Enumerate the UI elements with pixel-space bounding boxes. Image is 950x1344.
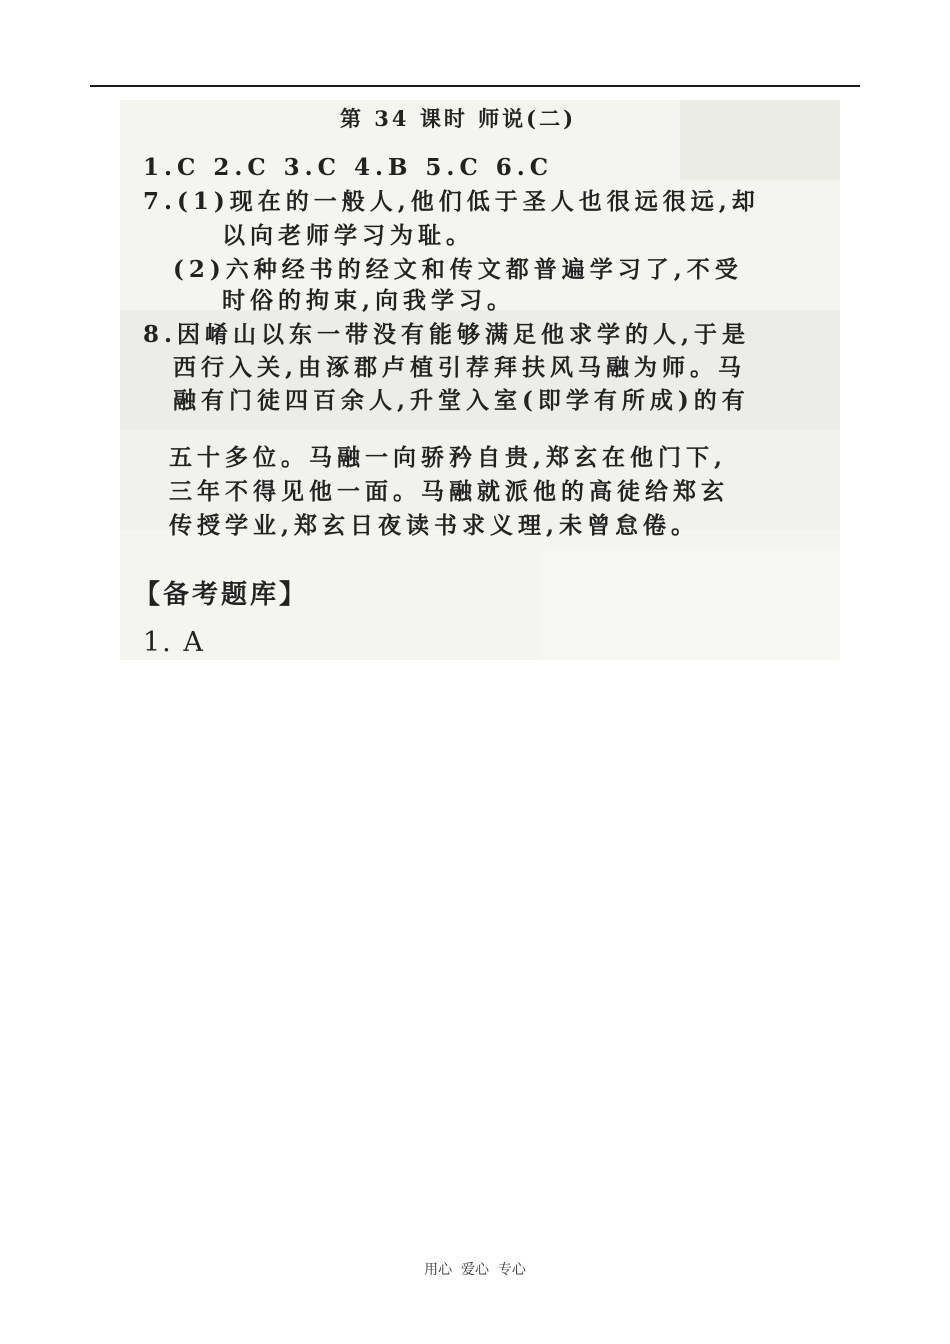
header-rule xyxy=(90,85,860,87)
page-footer: 用心 爱心 专心 xyxy=(424,1262,526,1278)
answer-7-part-2-line-2: 时俗的拘束,向我学习。 xyxy=(222,287,516,314)
scan-shading xyxy=(540,550,840,660)
answer-8-line-5: 三年不得见他一面。马融就派他的高徒给郑玄 xyxy=(169,478,729,505)
answer-7-part-1-line-1: 7.(1)现在的一般人,他们低于圣人也很远很远,却 xyxy=(143,188,760,215)
lesson-title: 第 34 课时 师说(二) xyxy=(340,106,577,131)
question-bank-heading: 【备考题库】 xyxy=(134,580,309,610)
answer-8-line-6: 传授学业,郑玄日夜读书求义理,未曾怠倦。 xyxy=(169,512,700,539)
question-bank-answer-1: 1. A xyxy=(143,627,205,658)
answer-8-line-2: 西行入关,由涿郡卢植引荐拜扶风马融为师。马 xyxy=(173,354,747,381)
answer-7-part-1-line-2: 以向老师学习为耻。 xyxy=(222,222,474,249)
answer-7-part-2-line-1: (2)六种经书的经文和传文都普遍学习了,不受 xyxy=(173,256,743,283)
answer-8-line-4: 五十多位。马融一向骄矜自贵,郑玄在他门下, xyxy=(169,444,728,471)
answer-8-line-1: 8.因崤山以东一带没有能够满足他求学的人,于是 xyxy=(143,321,751,348)
answer-8-line-3: 融有门徒四百余人,升堂入室(即学有所成)的有 xyxy=(173,387,750,414)
answers-1-to-6: 1.C 2.C 3.C 4.B 5.C 6.C xyxy=(143,154,554,181)
scan-shading xyxy=(680,100,840,180)
